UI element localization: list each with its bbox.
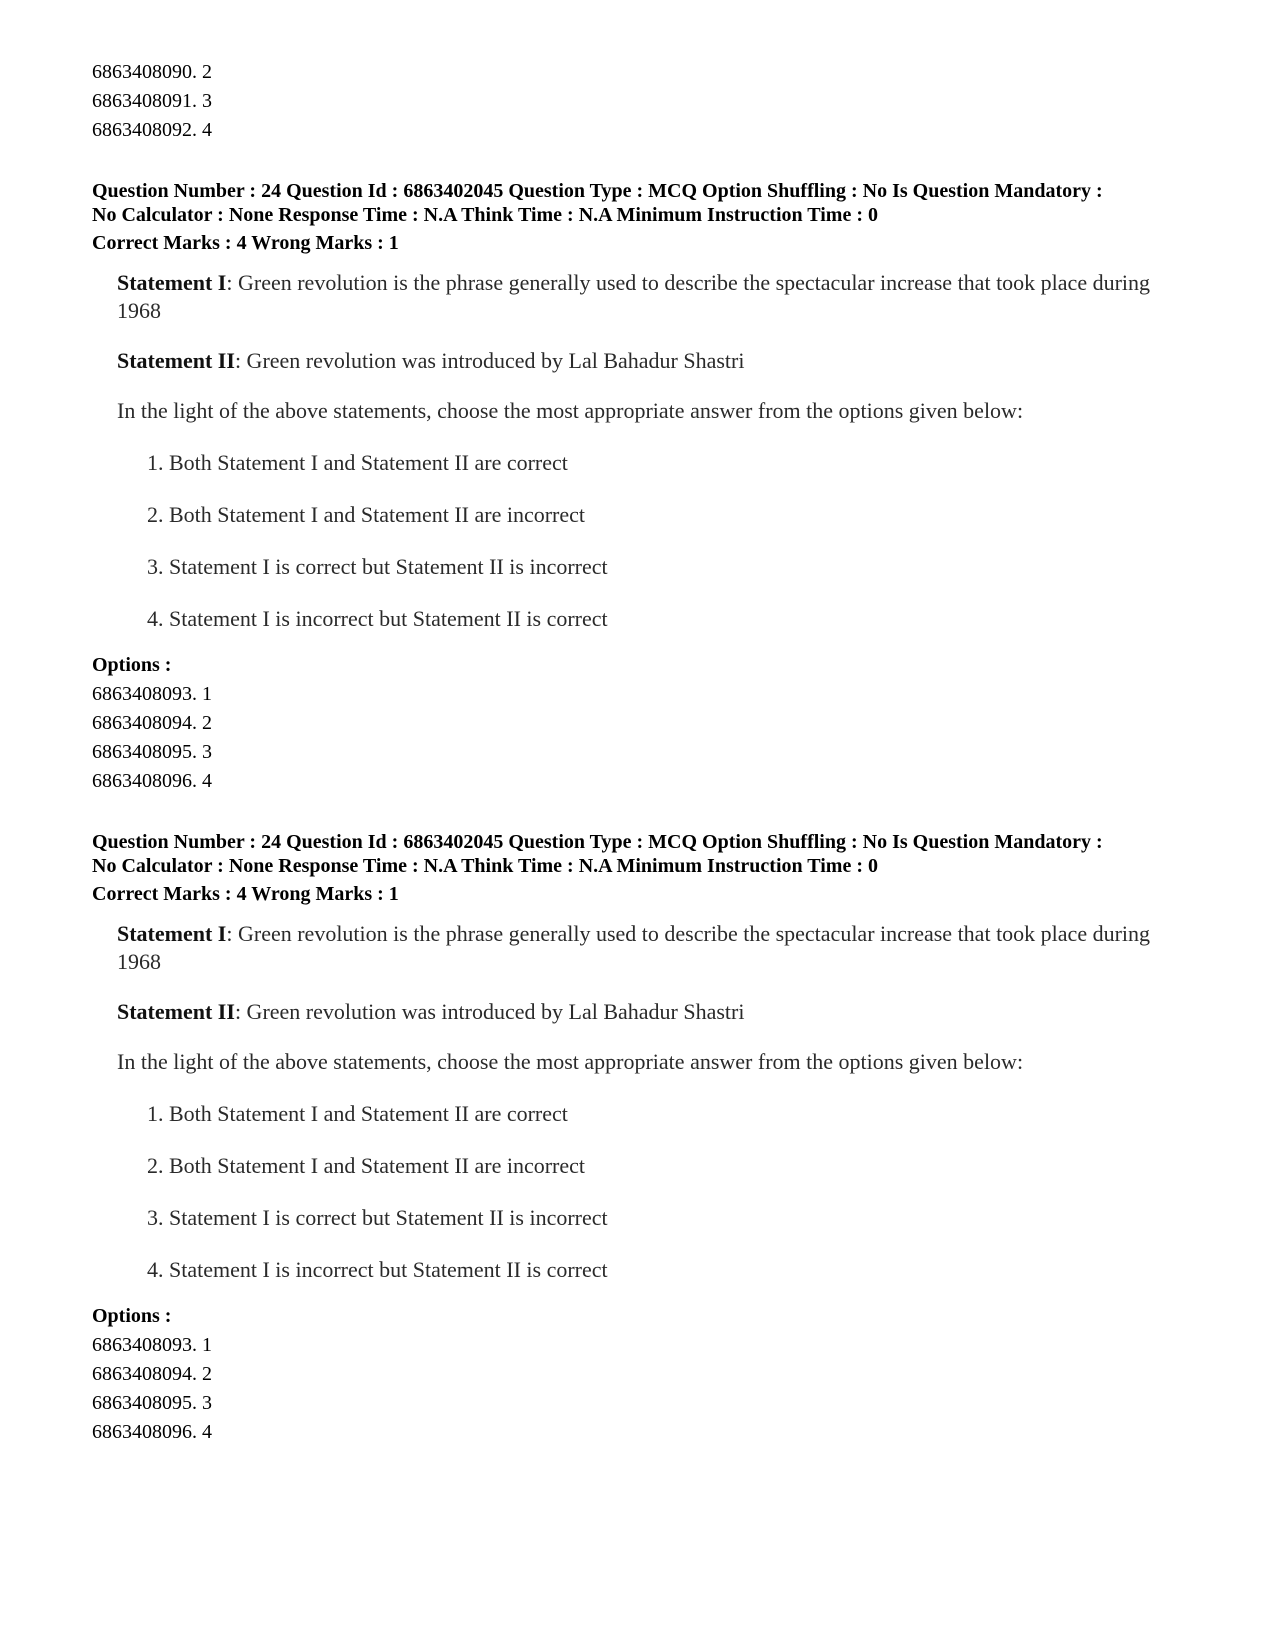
statement-2-label: Statement II xyxy=(117,348,235,373)
question-instruction: In the light of the above statements, choose the most appropriate answer from the options given below: xyxy=(117,1049,1024,1074)
choice-item: 4. Statement I is incorrect but Statement II is correct xyxy=(147,606,608,631)
question-block xyxy=(92,830,1212,1447)
option-line: 6863408095. 3 xyxy=(92,1392,212,1414)
statement-2-text: : Green revolution was introduced by Lal Bahadur Shastri xyxy=(234,999,745,1024)
question-block xyxy=(92,179,1212,796)
option-line: 6863408090. 2 xyxy=(92,61,212,83)
option-line: 6863408095. 3 xyxy=(92,741,212,763)
options-list xyxy=(92,1331,1212,1447)
option-line: 6863408094. 2 xyxy=(92,1363,212,1385)
option-line: 6863408096. 4 xyxy=(92,770,212,792)
statement-1 xyxy=(117,269,1192,325)
statement-1 xyxy=(117,920,1192,976)
choice-item: 3. Statement I is correct but Statement II is incorrect xyxy=(147,554,608,579)
option-line: 6863408094. 2 xyxy=(92,712,212,734)
choice-list xyxy=(147,449,1192,633)
question-marks: Correct Marks : 4 Wrong Marks : 1 xyxy=(92,883,399,905)
option-line: 6863408092. 4 xyxy=(92,119,212,141)
option-line: 6863408091. 3 xyxy=(92,90,212,112)
choice-item: 2. Both Statement I and Statement II are incorrect xyxy=(147,502,586,527)
statement-1-label: Statement I xyxy=(117,270,227,295)
statement-1-label: Statement I xyxy=(117,921,227,946)
option-line: 6863408096. 4 xyxy=(92,1421,212,1443)
question-header-line2: No Calculator : None Response Time : N.A Think Time : N.A Minimum Instruction Time : 0 xyxy=(92,855,878,877)
document-page xyxy=(92,58,1212,1447)
question-body xyxy=(117,920,1192,1284)
statement-2-text: : Green revolution was introduced by Lal Bahadur Shastri xyxy=(234,348,745,373)
statement-1-text: : Green revolution is the phrase generally used to describe the spectacular increase that took place during 1968 xyxy=(117,270,1151,323)
statement-2 xyxy=(117,347,1192,375)
statement-2 xyxy=(117,998,1192,1026)
question-header-line2: No Calculator : None Response Time : N.A Think Time : N.A Minimum Instruction Time : 0 xyxy=(92,204,878,226)
choice-item: 4. Statement I is incorrect but Statement II is correct xyxy=(147,1257,608,1282)
choice-item: 2. Both Statement I and Statement II are incorrect xyxy=(147,1153,586,1178)
options-list xyxy=(92,680,1212,796)
statement-2-label: Statement II xyxy=(117,999,235,1024)
choice-list xyxy=(147,1100,1192,1284)
question-header-line1: Question Number : 24 Question Id : 6863402045 Question Type : MCQ Option Shuffling : No Is Question Mandatory : xyxy=(92,180,1103,202)
question-body xyxy=(117,269,1192,633)
statement-1-text: : Green revolution is the phrase generally used to describe the spectacular increase that took place during 1968 xyxy=(117,921,1151,974)
question-marks: Correct Marks : 4 Wrong Marks : 1 xyxy=(92,232,399,254)
choice-item: 3. Statement I is correct but Statement II is incorrect xyxy=(147,1205,608,1230)
option-line: 6863408093. 1 xyxy=(92,683,212,705)
choice-item: 1. Both Statement I and Statement II are correct xyxy=(147,450,568,475)
options-label: Options : xyxy=(92,654,172,676)
question-header-line1: Question Number : 24 Question Id : 6863402045 Question Type : MCQ Option Shuffling : No Is Question Mandatory : xyxy=(92,831,1103,853)
question-instruction: In the light of the above statements, choose the most appropriate answer from the options given below: xyxy=(117,398,1024,423)
option-line: 6863408093. 1 xyxy=(92,1334,212,1356)
options-label: Options : xyxy=(92,1305,172,1327)
choice-item: 1. Both Statement I and Statement II are correct xyxy=(147,1101,568,1126)
leading-options-list xyxy=(92,58,1212,145)
